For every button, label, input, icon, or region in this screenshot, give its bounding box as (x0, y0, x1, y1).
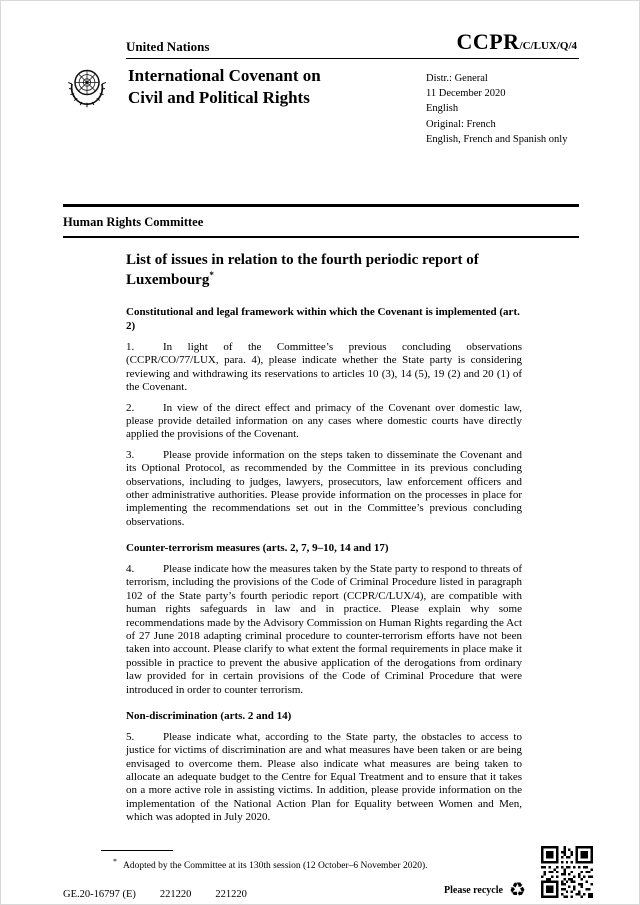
paragraph (126, 731, 522, 825)
document-title-line1: List of issues in relation to the fourth periodic report of (126, 252, 479, 268)
distribution-info (426, 71, 567, 147)
ge-code: GE.20-16797 (E) (63, 889, 136, 900)
paragraph (126, 449, 522, 529)
paragraph-text: In view of the direct effect and primacy of the Covenant over domestic law, please provide detailed information on any cases where domestic courts have directly applied the provisions of the Covenant. (126, 401, 522, 441)
paragraph-text: In light of the Committee’s previous concluding observations (CCPR/CO/77/LUX, para. 4), please indicate whether the State party is considering reviewing and withdrawing its reservations to articles 10 (3), 14 (5), 19 (2) and 20 (1) of the Covenant. (126, 340, 522, 394)
paragraph-text: Please indicate how the measures taken by the State party to respond to threats of terrorism, including the provisions of the Code of Criminal Procedure listed in paragraph 102 of the State party’s fourth periodic report (CCPR/C/LUX/4), are compatible with human rights safeguards in law and in practice. Please explain why some recommendations made by the Advisory Commission on Human Rights regarding the Act of 27 June 2018 adapting criminal procedure to counter-terrorism efforts have not been taken into account. Please clarify to what extent the formal requirements in place make it possible in practice to prevent the abusive application of the derogations from ordinary law provided for in certain provisions of the Code of Criminal Procedure that were introduced in order to counter terrorism. (126, 562, 522, 696)
footnote-marker: * (209, 270, 214, 281)
distr-line: Distr.: General (426, 73, 488, 84)
footnote (113, 857, 543, 871)
covenant-title (128, 65, 321, 109)
paragraph-text: Please provide information on the steps taken to disseminate the Covenant and its Optional Protocol, as recommended by the Committee in its previous concluding observations, including to judges, lawyers, prosecutors, law enforcement officers and other administrative authorities. Please provide information on the processes in place for implementing the recommendations set out in the Committee’s previous concluding observations. (126, 448, 522, 528)
top-rule (63, 204, 579, 207)
ge-number (63, 889, 247, 900)
distr-line: Original: French (426, 118, 496, 130)
paragraph-number: 2. (126, 401, 135, 414)
doc-symbol-main: CCPR (456, 29, 520, 54)
covenant-title-line2: Civil and Political Rights (128, 88, 310, 108)
document-title-line2: Luxembourg (126, 272, 210, 289)
qr-code (541, 846, 593, 898)
section-heading: Non-discrimination (arts. 2 and 14) (126, 709, 292, 722)
document-body (126, 251, 522, 832)
paragraph (126, 341, 522, 395)
un-emblem-icon (63, 63, 111, 111)
please-recycle-label: Please recycle (444, 885, 503, 896)
please-recycle (444, 881, 526, 900)
ge-date-2: 221220 (215, 889, 247, 900)
recycle-icon: ♻ (508, 879, 526, 901)
distr-line: English, French and Spanish only (426, 133, 568, 145)
paragraph (126, 563, 522, 697)
ge-date-1: 221220 (159, 889, 192, 900)
section-heading: Constitutional and legal framework within which the Covenant is implemented (art. 2) (126, 306, 520, 333)
paragraph-number: 3. (126, 448, 135, 461)
un-name: United Nations (126, 39, 210, 54)
committee-name: Human Rights Committee (63, 215, 204, 229)
doc-symbol (456, 29, 577, 55)
distr-line: English (426, 103, 459, 115)
paragraph-number: 1. (126, 340, 135, 353)
doc-symbol-suffix: /C/LUX/Q/4 (519, 40, 577, 52)
covenant-title-line1: International Covenant on (128, 66, 321, 85)
header-rule (126, 58, 579, 59)
section-heading: Counter-terrorism measures (arts. 2, 7, 9–10, 14 and 17) (126, 542, 389, 555)
mid-rule (63, 236, 579, 238)
document-title (126, 251, 522, 290)
paragraph-number: 4. (126, 562, 135, 575)
paragraph (126, 402, 522, 442)
distr-line: 11 December 2020 (426, 88, 506, 100)
footnote-marker-bottom: * (113, 857, 117, 866)
paragraph-number: 5. (126, 730, 135, 743)
footnote-rule (101, 850, 173, 851)
footnote-text: Adopted by the Committee at its 130th session (12 October–6 November 2020). (123, 861, 428, 872)
paragraph-text: Please indicate what, according to the State party, the obstacles to access to justice for victims of discrimination are and what measures have been taken or are being envisaged to overcome them. Please also indicate what measures are being taken to allocate an adequate budget to the Centre for Equal Treatment and to ensure that it takes on a more active role in assisting victims. In addition, please provide information on the implementation of the National Action Plan for Equality between Women and Men, which was adopted in July 2020. (126, 730, 522, 824)
